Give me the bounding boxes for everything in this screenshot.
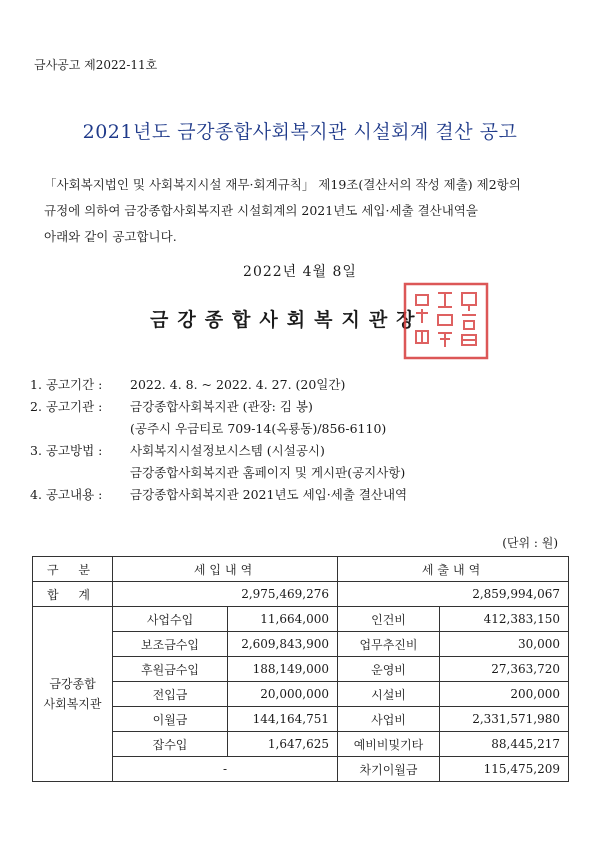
expense-value: 88,445,217 <box>440 732 569 757</box>
expense-label: 사업비 <box>338 707 440 732</box>
expense-value: 115,475,209 <box>440 757 569 782</box>
table-header-row <box>33 557 569 582</box>
group-label: 금강종합 사회복지관 <box>33 607 113 782</box>
revenue-label: 보조금수입 <box>113 632 228 657</box>
revenue-label: 이월금 <box>113 707 228 732</box>
total-revenue: 2,975,469,276 <box>113 582 338 607</box>
table-row <box>33 657 569 682</box>
table-row <box>33 707 569 732</box>
body-line: 아래와 같이 공고합니다. <box>44 229 177 244</box>
table-row <box>33 682 569 707</box>
revenue-label: 후원금수입 <box>113 657 228 682</box>
item-method-detail: 금강종합사회복지관 홈페이지 및 게시판(공지사항) <box>130 465 406 480</box>
item-content: 4. 공고내용 : 금강종합사회복지관 2021년도 세입·세출 결산내역 <box>30 487 408 502</box>
revenue-value: 20,000,000 <box>228 682 338 707</box>
expense-label: 업무추진비 <box>338 632 440 657</box>
item-method: 3. 공고방법 : 사회복지시설정보시스템 (시설공시) <box>30 443 325 458</box>
total-expense: 2,859,994,067 <box>338 582 569 607</box>
total-label: 합 계 <box>33 582 113 607</box>
expense-label: 차기이월금 <box>338 757 440 782</box>
revenue-value: 2,609,843,900 <box>228 632 338 657</box>
revenue-label: 사업수입 <box>113 607 228 632</box>
expense-value: 200,000 <box>440 682 569 707</box>
unit-label: (단위 : 원) <box>502 536 558 550</box>
item-agency: 2. 공고기관 : 금강종합사회복지관 (관장: 김 봉) <box>30 399 313 414</box>
expense-label: 시설비 <box>338 682 440 707</box>
item-agency-address: (공주시 우금티로 709-14(옥룡동)/856-6110) <box>130 421 387 436</box>
notice-body <box>44 172 564 250</box>
header-category: 구 분 <box>33 557 113 582</box>
notice-items <box>30 374 407 506</box>
header-expense: 세출내역 <box>338 557 569 582</box>
table-row <box>33 757 569 782</box>
expense-value: 412,383,150 <box>440 607 569 632</box>
expense-label: 운영비 <box>338 657 440 682</box>
expense-value: 27,363,720 <box>440 657 569 682</box>
revenue-label: 전입금 <box>113 682 228 707</box>
table-total-row <box>33 582 569 607</box>
revenue-value: 144,164,751 <box>228 707 338 732</box>
body-line: 규정에 의하여 금강종합사회복지관 시설회계의 2021년도 세입·세출 결산내역을 <box>44 203 478 218</box>
expense-value: 2,331,571,980 <box>440 707 569 732</box>
table-row <box>33 732 569 757</box>
page-title: 2021년도 금강종합사회복지관 시설회계 결산 공고 <box>82 121 518 143</box>
header-revenue: 세입내역 <box>113 557 338 582</box>
expense-label: 인건비 <box>338 607 440 632</box>
expense-label: 예비비및기타 <box>338 732 440 757</box>
issuer-name: 금강종합사회복지관장 <box>150 309 424 331</box>
notice-date: 2022년 4월 8일 <box>243 264 357 280</box>
revenue-label: 잡수입 <box>113 732 228 757</box>
settlement-table <box>32 556 569 782</box>
table-row <box>33 607 569 632</box>
expense-value: 30,000 <box>440 632 569 657</box>
revenue-value: 11,664,000 <box>228 607 338 632</box>
revenue-value: 188,149,000 <box>228 657 338 682</box>
table-row <box>33 632 569 657</box>
revenue-empty: - <box>113 757 338 782</box>
official-seal-icon <box>402 281 490 361</box>
body-line: 「사회복지법인 및 사회복지시설 재무·회계규칙」 제19조(결산서의 작성 제출) 제2항의 <box>44 177 521 192</box>
item-period: 1. 공고기간 : 2022. 4. 8. ~ 2022. 4. 27. (20일간) <box>30 377 346 392</box>
revenue-value: 1,647,625 <box>228 732 338 757</box>
notice-number: 금사공고 제2022-11호 <box>34 58 158 72</box>
